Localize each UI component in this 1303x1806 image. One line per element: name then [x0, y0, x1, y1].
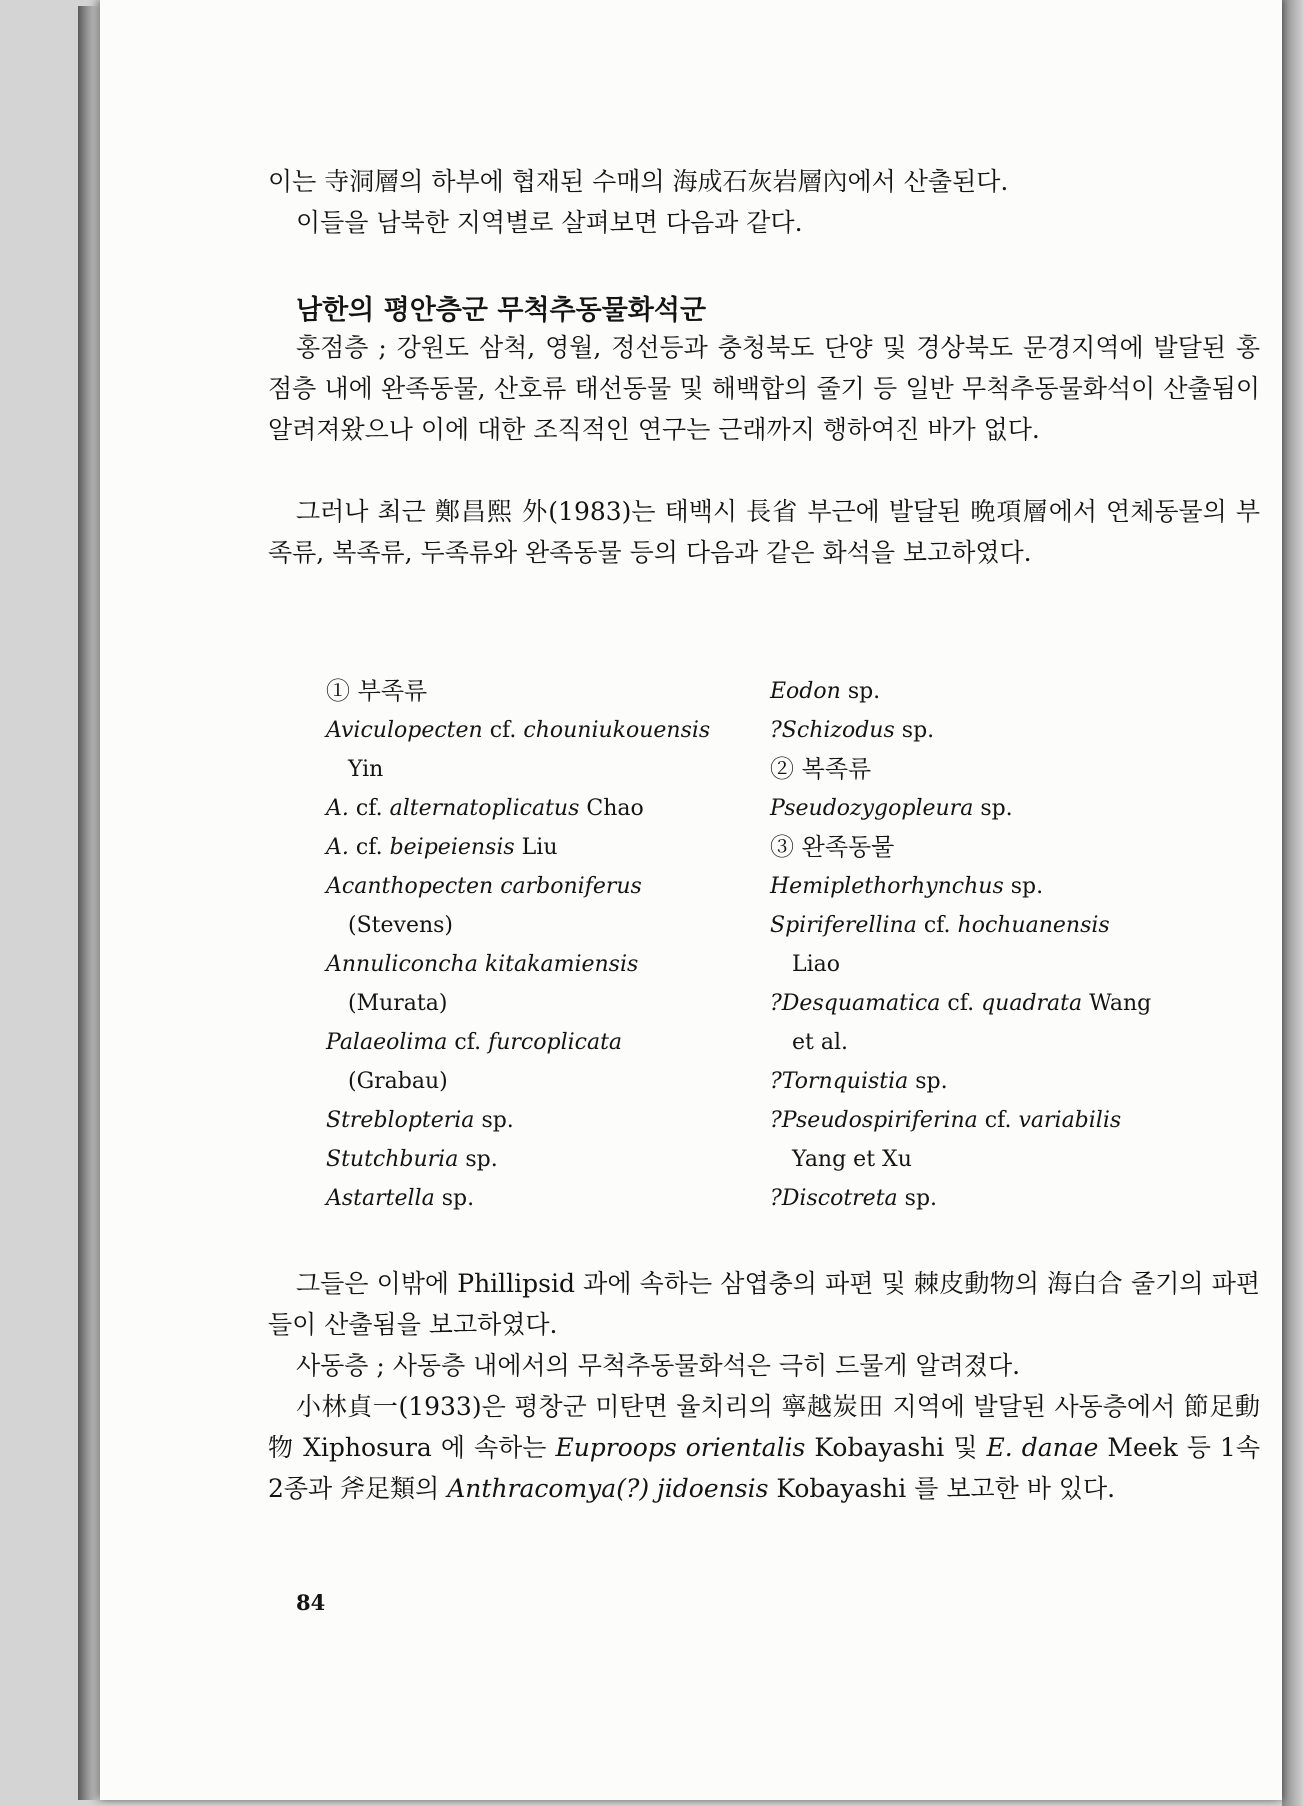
- species-continuation: Yang et Xu: [792, 1147, 912, 1172]
- section-label: ③ 완족동물: [770, 833, 895, 861]
- page-text: [100, 0, 1282, 1800]
- species-species: alternatoplicatus: [389, 796, 580, 821]
- para5-text-a: 小林貞一(1933)은 평창군 미탄면 율치리의 寧越炭田 지역에 발달된 사동층에서 節足動物 Xiphosura 에 속하는: [268, 1392, 1260, 1462]
- species-entry: [770, 867, 1151, 906]
- species-genus: Acanthopecten: [326, 874, 494, 899]
- species-continuation: et al.: [792, 1030, 848, 1055]
- species-author: sp.: [847, 679, 881, 704]
- species-entry: [326, 828, 710, 867]
- species-genus: Streblopteria: [326, 1108, 475, 1133]
- species-entry: [326, 1140, 710, 1179]
- species-genus: Pseudozygopleura: [770, 796, 974, 821]
- species-entry: [326, 1101, 710, 1140]
- species-entry: [326, 945, 710, 984]
- para5-text-g: Kobayashi 를 보고한 바 있다.: [768, 1474, 1116, 1503]
- species-entry: [770, 906, 1151, 945]
- section-label: ① 부족류: [326, 677, 428, 705]
- species-continuation: Liao: [792, 952, 841, 977]
- paragraph-trilobite: 그들은 이밖에 Phillipsid 과에 속하는 삼엽충의 파편 및 棘皮動物의 海白合 줄기의 파편들이 산출됨을 보고하였다.: [268, 1269, 1260, 1339]
- species-continuation: (Murata): [348, 991, 448, 1016]
- species-mid: cf.: [489, 718, 517, 743]
- para5-text-c: Kobayashi 및: [805, 1433, 987, 1462]
- species-genus: Palaeolima: [326, 1030, 448, 1055]
- species-entry: [326, 867, 710, 906]
- species-entry: [770, 1179, 1151, 1218]
- paragraph-report: 그러나 최근 鄭昌熙 外(1983)는 태백시 長省 부근에 발달된 晩項層에서 연체동물의 부족류, 복족류, 두족류와 완족동물 등의 다음과 같은 화석을 보고하였다.: [268, 497, 1260, 567]
- taxon-name: E. danae: [986, 1433, 1099, 1462]
- species-species: hochuanensis: [957, 913, 1110, 938]
- species-entry: [326, 789, 710, 828]
- species-genus: Spiriferellina: [770, 913, 917, 938]
- para5-text-e: Meek 등 1속 2종과 斧足類의: [268, 1433, 1260, 1503]
- species-author: Wang: [1089, 991, 1152, 1016]
- species-author: Chao: [586, 796, 644, 821]
- species-genus: ?Schizodus: [770, 718, 895, 743]
- species-author: sp.: [481, 1108, 514, 1133]
- species-entry: [326, 1179, 710, 1218]
- species-species: variabilis: [1018, 1108, 1122, 1133]
- species-species: beipeiensis: [389, 835, 515, 860]
- species-author: sp.: [915, 1069, 948, 1094]
- species-genus: Aviculopecten: [326, 718, 483, 743]
- species-species: chouniukouensis: [523, 718, 711, 743]
- species-genus: Hemiplethorhynchus: [770, 874, 1004, 899]
- species-entry: [770, 711, 1151, 750]
- species-genus: ?Desquamatica: [770, 991, 941, 1016]
- paragraph-sadong: 사동층 ; 사동층 내에서의 무척추동물화석은 극히 드물게 알려졌다.: [296, 1351, 1021, 1380]
- species-entry: [770, 789, 1151, 828]
- species-species: furcoplicata: [488, 1030, 623, 1055]
- species-mid: cf.: [454, 1030, 482, 1055]
- species-entry: [770, 984, 1151, 1023]
- species-entry: [770, 1062, 1151, 1101]
- species-mid: cf.: [355, 835, 383, 860]
- section-heading: 남한의 평안층군 무척추동물화석군: [296, 295, 707, 326]
- species-author: sp.: [901, 718, 935, 743]
- background-strip: [1282, 0, 1303, 1806]
- species-genus: Eodon: [770, 679, 841, 704]
- species-list-right: [770, 672, 1151, 1218]
- species-entry: [326, 1023, 710, 1062]
- species-list-left: [326, 672, 710, 1218]
- species-author: sp.: [465, 1147, 498, 1172]
- species-entry: [770, 1101, 1151, 1140]
- species-genus: ?Pseudospiriferina: [770, 1108, 978, 1133]
- species-species: kitakamiensis: [484, 952, 639, 977]
- species-genus: Stutchburia: [326, 1147, 459, 1172]
- species-entry: [770, 672, 1151, 711]
- species-species: quadrata: [981, 991, 1083, 1016]
- species-author: sp.: [904, 1186, 938, 1211]
- species-genus: ?Discotreta: [770, 1186, 898, 1211]
- species-entry: [326, 711, 710, 750]
- taxon-name: Euproops orientalis: [555, 1433, 806, 1462]
- intro-line-1: 이는 寺洞層의 하부에 협재된 수매의 海成石灰岩層內에서 산출된다.: [268, 167, 1009, 196]
- page-number: 84: [296, 1590, 326, 1615]
- book-page: [100, 0, 1282, 1800]
- species-genus: ?Tornquistia: [770, 1069, 909, 1094]
- species-mid: cf.: [923, 913, 951, 938]
- species-species: carboniferus: [500, 874, 642, 899]
- species-author: Liu: [521, 835, 558, 860]
- intro-line-2: 이들을 남북한 지역별로 살펴보면 다음과 같다.: [296, 208, 803, 237]
- species-genus: A.: [326, 796, 349, 821]
- section-label: ② 복족류: [770, 755, 872, 783]
- species-author: sp.: [441, 1186, 475, 1211]
- species-continuation: (Grabau): [348, 1069, 448, 1094]
- species-continuation: Yin: [348, 757, 384, 782]
- species-author: sp.: [980, 796, 1013, 821]
- taxon-name: Anthracomya(?) jidoensis: [447, 1474, 769, 1503]
- species-mid: cf.: [947, 991, 975, 1016]
- species-mid: cf.: [355, 796, 383, 821]
- paragraph-hongjeom: 홍점층 ; 강원도 삼척, 영월, 정선등과 충청북도 단양 및 경상북도 문경지역에 발달된 홍점층 내에 완족동물, 산호류 태선동물 및 해백합의 줄기 등 일반 무척추동물화석이 산출됨이 알려져왔으나 이에 대한 조직적인 연구는 근래까지 행하여진 바가 없다.: [268, 333, 1260, 444]
- species-author: sp.: [1010, 874, 1044, 899]
- species-mid: cf.: [984, 1108, 1012, 1133]
- species-continuation: (Stevens): [348, 913, 454, 938]
- species-genus: A.: [326, 835, 349, 860]
- species-genus: Annuliconcha: [326, 952, 478, 977]
- paragraph-kobayashi: [268, 1386, 1260, 1509]
- species-genus: Astartella: [326, 1186, 435, 1211]
